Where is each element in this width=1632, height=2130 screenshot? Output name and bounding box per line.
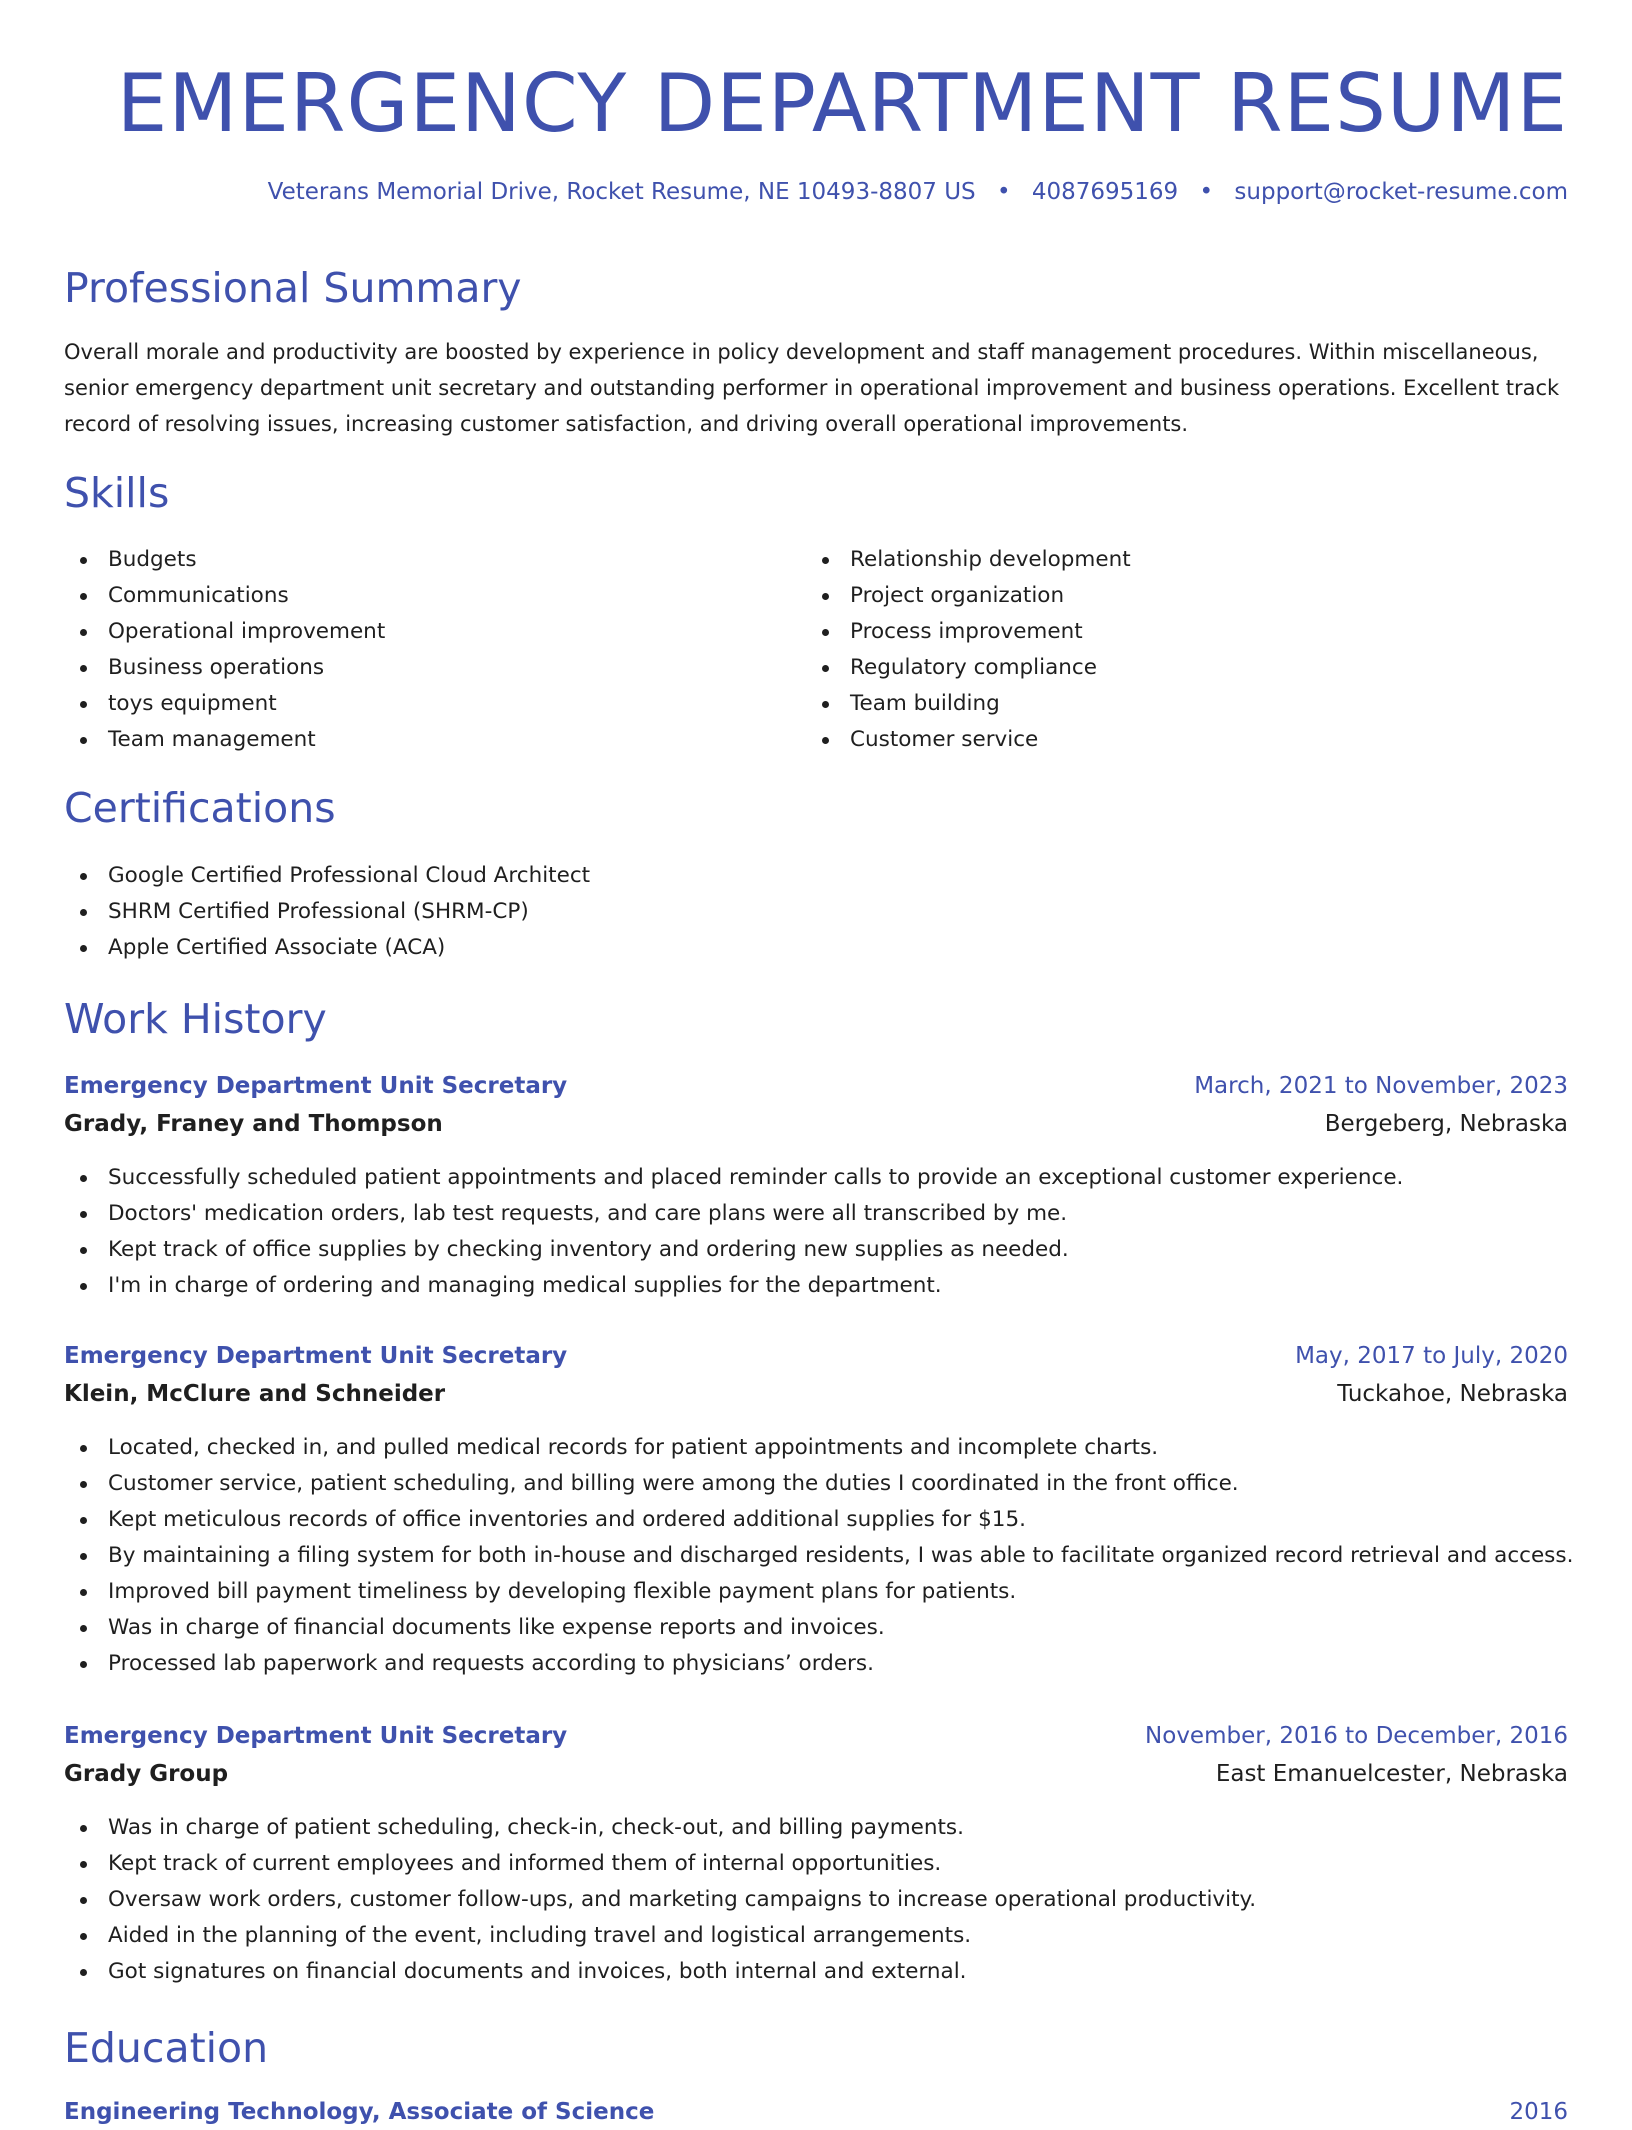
certification-label: SHRM Certified Professional (SHRM-CP) — [108, 899, 529, 924]
skill-label: Team management — [108, 727, 316, 752]
skill-item — [806, 650, 1506, 686]
job-bullet — [64, 1882, 1568, 1918]
job-bullet-text: Improved bill payment timeliness by developing flexible payment plans for patients. — [108, 1579, 1017, 1604]
skill-item — [64, 722, 764, 758]
job-bullet — [64, 1466, 1568, 1502]
job-bullet-text: Kept track of current employees and informed them of internal opportunities. — [108, 1851, 942, 1876]
certification-item — [64, 858, 1064, 894]
education-degree: Engineering Technology, Associate of Science — [64, 2099, 655, 2125]
skill-item — [64, 578, 764, 614]
certification-label: Google Certified Professional Cloud Architect — [108, 863, 591, 888]
bullet-dot — [80, 1625, 87, 1632]
contact-email[interactable]: support@rocket-resume.com — [1234, 179, 1568, 205]
skill-label: toys equipment — [108, 691, 277, 716]
job-location: Bergeberg, Nebraska — [1324, 1111, 1568, 1137]
job-company-row — [64, 1376, 1568, 1414]
job-bullet — [64, 1502, 1568, 1538]
job-title: Emergency Department Unit Secretary — [64, 1723, 568, 1749]
contact-separator: • — [996, 179, 1011, 205]
contact-address: Veterans Memorial Drive, Rocket Resume, NE 10493-8807 US — [267, 179, 976, 205]
bullet-dot — [80, 873, 87, 880]
bullet-dot — [80, 701, 87, 708]
job-bullet — [64, 1538, 1574, 1574]
skill-label: Team building — [850, 691, 1000, 716]
job-bullet — [64, 1954, 1568, 1990]
job-bullet-text: Customer service, patient scheduling, and billing were among the duties I coordinated in the front office. — [108, 1471, 1239, 1496]
skill-label: Process improvement — [850, 619, 1083, 644]
job-company: Grady Group — [64, 1761, 229, 1787]
bullet-dot — [822, 737, 829, 744]
job-bullet-text: Processed lab paperwork and requests according to physicians’ orders. — [108, 1651, 874, 1676]
job-location: Tuckahoe, Nebraska — [1337, 1381, 1568, 1407]
bullet-dot — [80, 1861, 87, 1868]
section-heading-skills: Skills — [64, 469, 170, 517]
skill-label: Relationship development — [850, 547, 1131, 572]
resume-page — [64, 0, 1574, 2125]
job-bullet-text: Located, checked in, and pulled medical records for patient appointments and incomplete charts. — [108, 1435, 1159, 1460]
job-company: Klein, McClure and Schneider — [64, 1381, 446, 1407]
bullet-dot — [80, 945, 87, 952]
skill-label: Customer service — [850, 727, 1039, 752]
bullet-dot — [822, 629, 829, 636]
bullet-dot — [80, 737, 87, 744]
job-bullet-text: Was in charge of patient scheduling, check-in, check-out, and billing payments. — [108, 1815, 964, 1840]
job-bullet — [64, 1810, 1568, 1846]
section-heading-work-history: Work History — [64, 995, 327, 1043]
bullet-dot — [822, 557, 829, 564]
job-bullet — [64, 1430, 1568, 1466]
skill-item — [806, 578, 1506, 614]
skill-label: Business operations — [108, 655, 325, 680]
job-entry — [64, 1718, 1568, 1990]
certification-item — [64, 894, 1064, 930]
job-company-row — [64, 1756, 1568, 1794]
job-entry — [64, 1338, 1574, 1682]
bullet-dot — [80, 1517, 87, 1524]
job-bullet-text: I'm in charge of ordering and managing medical supplies for the department. — [108, 1273, 942, 1298]
job-bullet — [64, 1232, 1568, 1268]
job-bullet-text: Kept track of office supplies by checking inventory and ordering new supplies as needed. — [108, 1237, 1069, 1262]
bullet-dot — [80, 557, 87, 564]
bullet-dot — [80, 1553, 87, 1560]
bullet-dot — [80, 1481, 87, 1488]
job-title-row — [64, 1718, 1568, 1756]
bullet-dot — [80, 629, 87, 636]
skill-item — [64, 614, 764, 650]
bullet-dot — [80, 1283, 87, 1290]
job-bullet — [64, 1646, 1568, 1682]
job-title: Emergency Department Unit Secretary — [64, 1073, 568, 1099]
section-heading-certifications: Certifications — [64, 784, 336, 832]
skills-list-right — [806, 542, 1506, 758]
bullet-dot — [80, 1825, 87, 1832]
skill-item — [64, 650, 764, 686]
job-bullet — [64, 1918, 1568, 1954]
contact-phone: 4087695169 — [1031, 179, 1179, 205]
bullet-dot — [80, 1969, 87, 1976]
job-dates: May, 2017 to July, 2020 — [1295, 1343, 1568, 1369]
certification-item — [64, 930, 1064, 966]
job-bullet — [64, 1160, 1568, 1196]
job-title: Emergency Department Unit Secretary — [64, 1343, 568, 1369]
resume-title: EMERGENCY DEPARTMENT RESUME — [116, 57, 1568, 150]
bullet-dot — [822, 665, 829, 672]
skill-item — [806, 542, 1506, 578]
job-bullets — [64, 1810, 1568, 1990]
job-bullet-text: Successfully scheduled patient appointments and placed reminder calls to provide an exceptional customer experience. — [108, 1165, 1404, 1190]
bullet-dot — [822, 593, 829, 600]
bullet-dot — [80, 1445, 87, 1452]
bullet-dot — [80, 665, 87, 672]
job-bullet — [64, 1196, 1568, 1232]
job-bullet-text: Was in charge of financial documents like expense reports and invoices. — [108, 1615, 885, 1640]
section-heading-summary: Professional Summary — [64, 264, 522, 312]
bullet-dot — [80, 1589, 87, 1596]
bullet-dot — [80, 909, 87, 916]
bullet-dot — [822, 701, 829, 708]
job-company-row — [64, 1106, 1568, 1144]
job-title-row — [64, 1338, 1568, 1376]
bullet-dot — [80, 1897, 87, 1904]
skill-item — [64, 686, 764, 722]
education-entry — [64, 2094, 1568, 2130]
job-dates: March, 2021 to November, 2023 — [1194, 1073, 1568, 1099]
bullet-dot — [80, 593, 87, 600]
job-location: East Emanuelcester, Nebraska — [1215, 1761, 1568, 1787]
job-bullet — [64, 1846, 1568, 1882]
bullet-dot — [80, 1247, 87, 1254]
summary-text: Overall morale and productivity are boosted by experience in policy development and staff management procedures. Within miscellaneous, senior emergency department unit secretary and outstanding performer in operational improvement and business operations. Excellent track record of resolving issues, increasing customer satisfaction, and driving overall operational improvements. — [64, 340, 1560, 436]
skill-label: Budgets — [108, 547, 197, 572]
skill-label: Regulatory compliance — [850, 655, 1097, 680]
certification-label: Apple Certified Associate (ACA) — [108, 935, 446, 960]
job-title-row — [64, 1068, 1568, 1106]
contact-line — [268, 176, 1568, 208]
job-bullet — [64, 1574, 1568, 1610]
certifications-list — [64, 858, 1064, 966]
job-bullet — [64, 1610, 1568, 1646]
bullet-dot — [80, 1661, 87, 1668]
job-dates: November, 2016 to December, 2016 — [1145, 1723, 1568, 1749]
skill-item — [806, 614, 1506, 650]
job-bullet-text: Doctors' medication orders, lab test requests, and care plans were all transcribed by me. — [108, 1201, 1068, 1226]
skills-list-left — [64, 542, 764, 758]
job-bullets — [64, 1430, 1574, 1682]
education-year: 2016 — [1509, 2099, 1568, 2125]
job-company: Grady, Franey and Thompson — [64, 1111, 443, 1137]
skill-label: Operational improvement — [108, 619, 386, 644]
job-bullet-text: By maintaining a filing system for both in-house and discharged residents, I was able to facilitate organized record retrieval and access. — [108, 1543, 1574, 1568]
skill-item — [806, 686, 1506, 722]
contact-separator: • — [1199, 179, 1214, 205]
job-bullets — [64, 1160, 1568, 1304]
bullet-dot — [80, 1175, 87, 1182]
job-bullet-text: Oversaw work orders, customer follow-ups, and marketing campaigns to increase operational productivity. — [108, 1887, 1257, 1912]
skill-item — [64, 542, 764, 578]
job-bullet-text: Kept meticulous records of office inventories and ordered additional supplies for $15. — [108, 1507, 1026, 1532]
bullet-dot — [80, 1211, 87, 1218]
job-bullet-text: Got signatures on financial documents and invoices, both internal and external. — [108, 1959, 967, 1984]
section-heading-education: Education — [64, 2024, 269, 2072]
job-bullet-text: Aided in the planning of the event, including travel and logistical arrangements. — [108, 1923, 972, 1948]
job-entry — [64, 1068, 1568, 1304]
skill-item — [806, 722, 1506, 758]
skill-label: Communications — [108, 583, 289, 608]
job-bullet — [64, 1268, 1568, 1304]
bullet-dot — [80, 1933, 87, 1940]
skill-label: Project organization — [850, 583, 1065, 608]
